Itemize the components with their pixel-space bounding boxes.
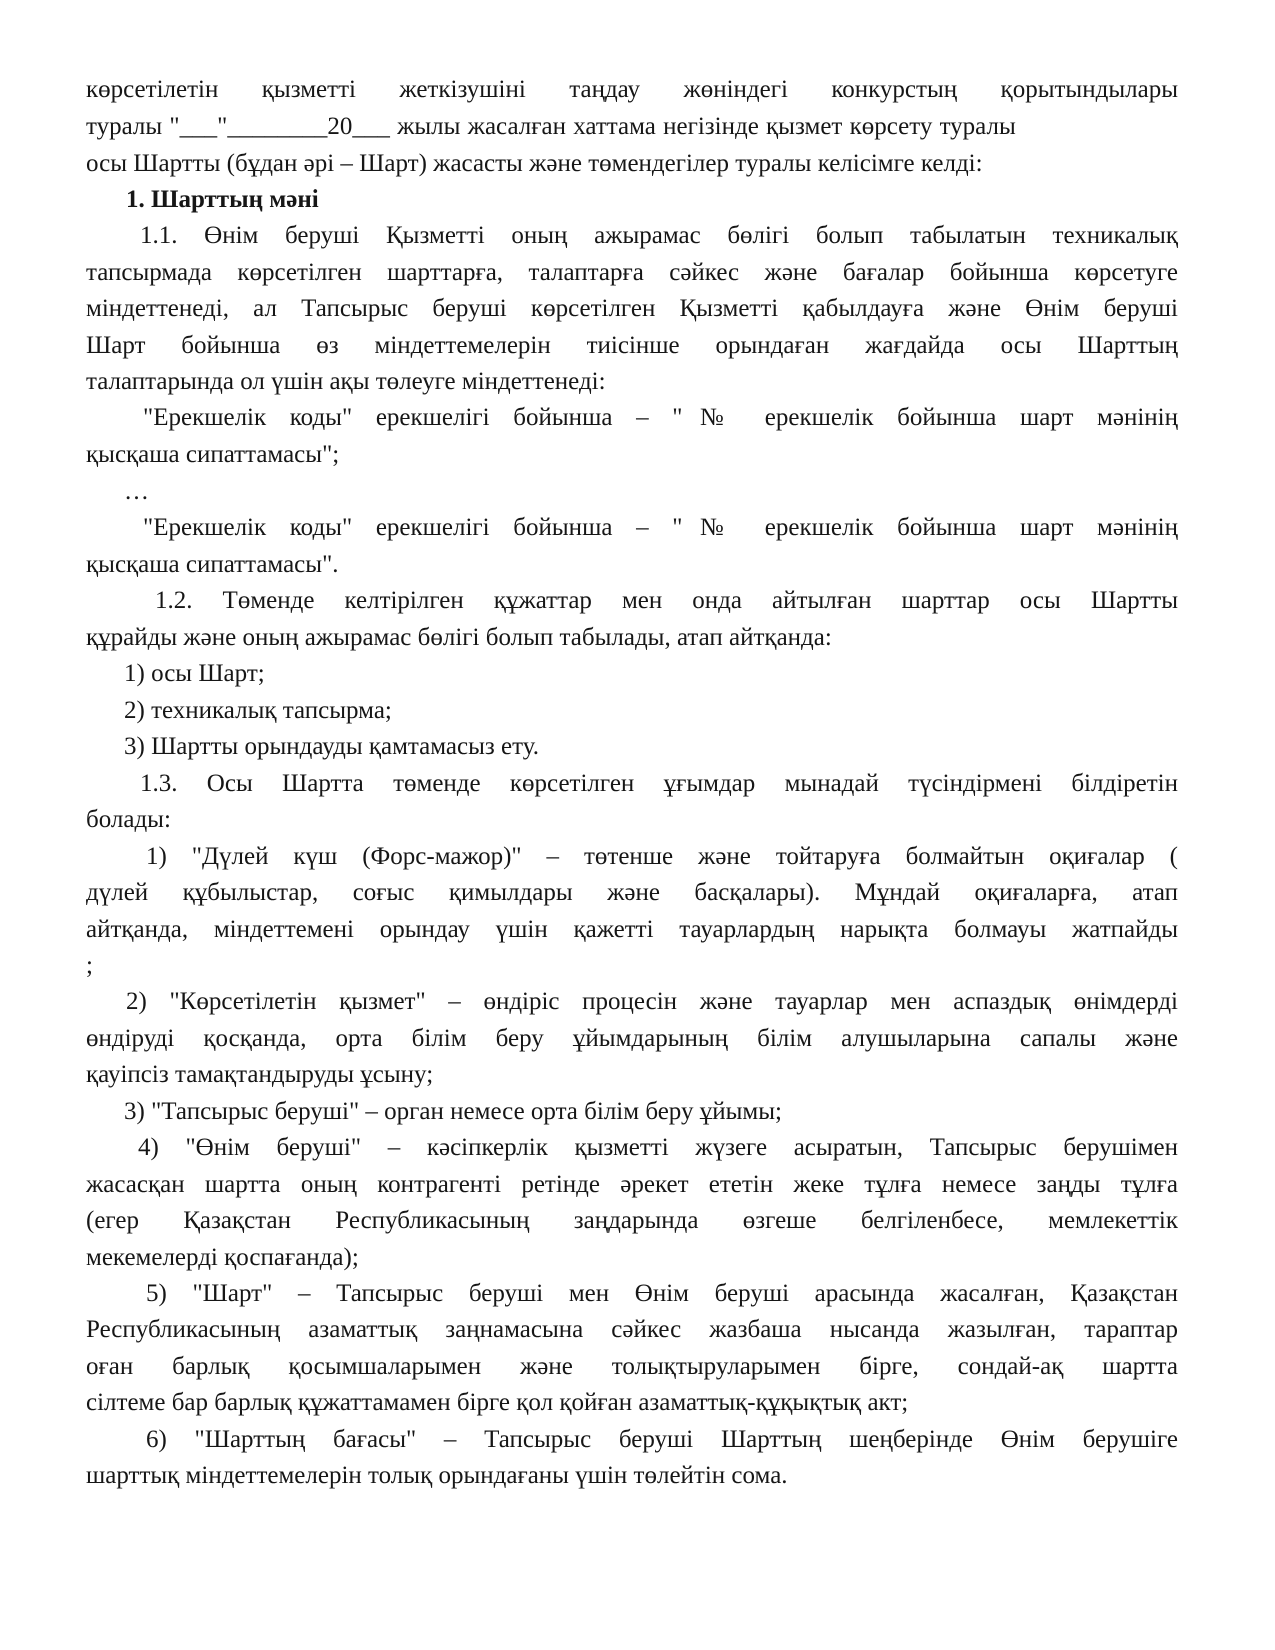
- spec-item-1-line-2: қысқаша сипаттамасы";: [86, 441, 340, 468]
- section-heading: 1. Шарттың мәні: [126, 186, 319, 213]
- intro-line-3: осы Шартты (бұдан әрі – Шарт) жасасты және төмендегілер туралы келісімге келді:: [86, 150, 983, 177]
- definition-3-line-1: 3) "Тапсырыс беруші" – орган немесе орта білім беру ұйымы;: [124, 1098, 782, 1125]
- clause-1-2-line-2: құрайды және оның ажырамас бөлігі болып табылады, атап айтқанда:: [86, 624, 832, 651]
- ellipsis: …: [124, 478, 149, 505]
- definition-4-line-3: (егер Қазақстан Республикасының заңдарында өзгеше белгіленбесе, мемлекеттік: [86, 1207, 1178, 1234]
- definition-2-line-2: өндіруді қосқанда, орта білім беру ұйымдарының білім алушыларына сапалы және: [86, 1025, 1178, 1052]
- spec-item-2-line-2: қысқаша сипаттамасы".: [86, 551, 339, 578]
- spec-item-2-line-1: "Ерекшелік коды" ерекшелігі бойынша – "№ ерекшелік бойынша шарт мәнінің: [143, 514, 1178, 541]
- definition-5-line-2: Республикасының азаматтық заңнамасына сәйкес жазбаша нысанда жазылған, тараптар: [86, 1316, 1178, 1343]
- clause-1-1-line-1: 1.1. Өнім беруші Қызметті оның ажырамас бөлігі болып табылатын техникалық: [140, 222, 1178, 249]
- definition-1-line-3: айтқанда, міндеттемені орындау үшін қажетті тауарлардың нарықта болмауы жатпайды: [86, 916, 1178, 943]
- clause-1-2-line-1: 1.2. Төменде келтірілген құжаттар мен онда айтылған шарттар осы Шартты: [155, 587, 1178, 614]
- definition-6-line-2: шарттық міндеттемелерін толық орындағаны үшін төлейтін сома.: [86, 1462, 788, 1489]
- definition-1-line-4: ;: [86, 952, 93, 979]
- definition-5-line-1: 5) "Шарт" – Тапсырыс беруші мен Өнім беруші арасында жасалған, Қазақстан: [146, 1280, 1178, 1307]
- definition-4-line-4: мекемелерді қоспағанда);: [86, 1244, 359, 1271]
- definition-4-line-1: 4) "Өнім беруші" – кәсіпкерлік қызметті жүзеге асыратын, Тапсырыс берушімен: [138, 1134, 1178, 1161]
- clause-1-1-line-2: тапсырмада көрсетілген шарттарға, талаптарға сәйкес және бағалар бойынша көрсетуге: [86, 259, 1178, 286]
- definition-1-line-2: дүлей құбылыстар, соғыс қимылдары және басқалары). Мұндай оқиғаларға, атап: [86, 879, 1178, 906]
- clause-1-2-item-1: 1) осы Шарт;: [124, 660, 265, 687]
- clause-1-1-line-5: талаптарында ол үшін ақы төлеуге міндеттенеді:: [86, 368, 606, 395]
- clause-1-3-line-2: болады:: [86, 806, 171, 833]
- definition-5-line-3: оған барлық қосымшаларымен және толықтыруларымен бірге, сондай-ақ шартта: [86, 1353, 1178, 1380]
- clause-1-2-item-2: 2) техникалық тапсырма;: [124, 697, 392, 724]
- intro-line-2: туралы "___"________20___ жылы жасалған хаттама негізінде қызмет көрсету туралы: [86, 113, 1016, 140]
- spec-item-1-line-1: "Ерекшелік коды" ерекшелігі бойынша – "№ ерекшелік бойынша шарт мәнінің: [143, 404, 1178, 431]
- clause-1-3-line-1: 1.3. Осы Шартта төменде көрсетілген ұғымдар мынадай түсіндірмені білдіретін: [140, 770, 1178, 797]
- clause-1-1-line-4: Шарт бойынша өз міндеттемелерін тиісінше орындаған жағдайда осы Шарттың: [86, 332, 1178, 359]
- clause-1-1-line-3: міндеттенеді, ал Тапсырыс беруші көрсетілген Қызметті қабылдауға және Өнім беруші: [86, 295, 1178, 322]
- clause-1-2-item-3: 3) Шартты орындауды қамтамасыз ету.: [124, 733, 539, 760]
- definition-2-line-1: 2) "Көрсетілетін қызмет" – өндіріс процесін және тауарлар мен аспаздық өнімдерді: [126, 988, 1178, 1015]
- intro-line-1: көрсетілетін қызметті жеткізушіні таңдау жөніндегі конкурстың қорытындылары: [86, 76, 1178, 103]
- definition-5-line-4: сілтеме бар барлық құжаттамамен бірге қол қойған азаматтық-құқықтық акт;: [86, 1389, 909, 1416]
- definition-6-line-1: 6) "Шарттың бағасы" – Тапсырыс беруші Шарттың шеңберінде Өнім берушіге: [146, 1426, 1178, 1453]
- definition-2-line-3: қауіпсіз тамақтандыруды ұсыну;: [86, 1061, 434, 1088]
- definition-1-line-1: 1) "Дүлей күш (Форс-мажор)" – төтенше және тойтаруға болмайтын оқиғалар (: [146, 843, 1178, 870]
- definition-4-line-2: жасасқан шартта оның контрагенті ретінде әрекет ететін жеке тұлға немесе заңды тұлға: [86, 1171, 1178, 1198]
